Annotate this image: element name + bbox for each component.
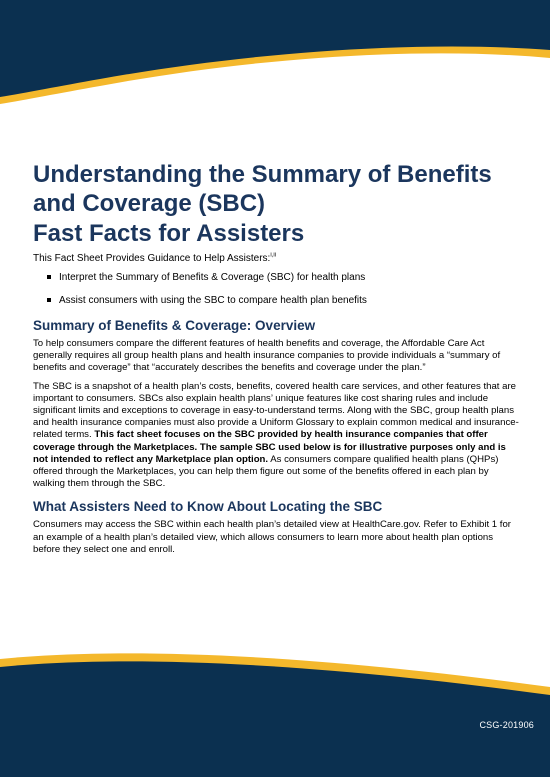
overview-paragraph-1: To help consumers compare the different features of health benefits and coverage, the Affordable Care Act generally requires all group health plans and health insurance companies to provide individuals a “summary of benefits and coverage” that “accurately describes the benefits and coverage under the plan.” <box>33 338 501 374</box>
page-subtitle: Fast Facts for Assisters <box>33 220 305 247</box>
overview-paragraph-2-start: The SBC is a snapshot of a health plan’s costs, benefits, covered health care services, and other features that are important to consumers. SBCs also explain health plans’ unique features like cost sharing rules and include significant limits and exceptions to coverage in easy-to-understand terms. Along with the SBC, group health plans and health insurance companies must also provide a Uniform Glossary to explain common medical and insurance-related terms. <box>33 380 519 441</box>
document-code: CSG-201906 <box>479 720 534 730</box>
square-bullet-icon <box>47 275 51 279</box>
overview-paragraph-2-emphasis: This fact sheet focuses on the SBC provided by health insurance companies that offer coverage through the Marketplaces. The sample SBC used below is for illustrative purposes only and is not intended to reflect any Marketplace plan option. <box>33 429 506 465</box>
footer-banner <box>0 647 550 777</box>
goal-text: Assist consumers with using the SBC to compare health plan benefits <box>59 295 367 306</box>
header-banner <box>0 0 550 128</box>
intro-line <box>33 252 519 265</box>
page-title: Understanding the Summary of Benefits and Coverage (SBC) <box>33 161 492 217</box>
square-bullet-icon <box>47 298 51 302</box>
goal-item <box>47 294 519 307</box>
intro-text: This Fact Sheet Provides Guidance to Help Assisters: <box>33 253 271 264</box>
locating-paragraph: Consumers may access the SBC within each health plan’s detailed view at HealthCare.gov. Refer to Exhibit 1 for an example of a health plan’s detailed view, which allows consumers to learn more about health plan options before they select one and enroll. <box>33 519 511 555</box>
goal-item <box>47 271 519 284</box>
intro-footnote-marker: i,ii <box>270 252 277 259</box>
header-wave-graphic <box>0 0 550 128</box>
document-body <box>33 160 519 562</box>
footer-wave-graphic <box>0 647 550 777</box>
overview-heading: Summary of Benefits & Coverage: Overview <box>33 318 316 333</box>
overview-paragraph-2 <box>33 381 519 491</box>
goal-text: Interpret the Summary of Benefits & Coverage (SBC) for health plans <box>59 272 366 283</box>
goals-list <box>33 271 519 307</box>
locating-heading: What Assisters Need to Know About Locating the SBC <box>33 499 383 515</box>
overview-paragraph-2-end: As consumers compare qualified health plans (QHPs) offered through the Marketplaces, you can help them figure out some of the benefits offered in each plan by walking them through the SBC. <box>33 453 499 490</box>
